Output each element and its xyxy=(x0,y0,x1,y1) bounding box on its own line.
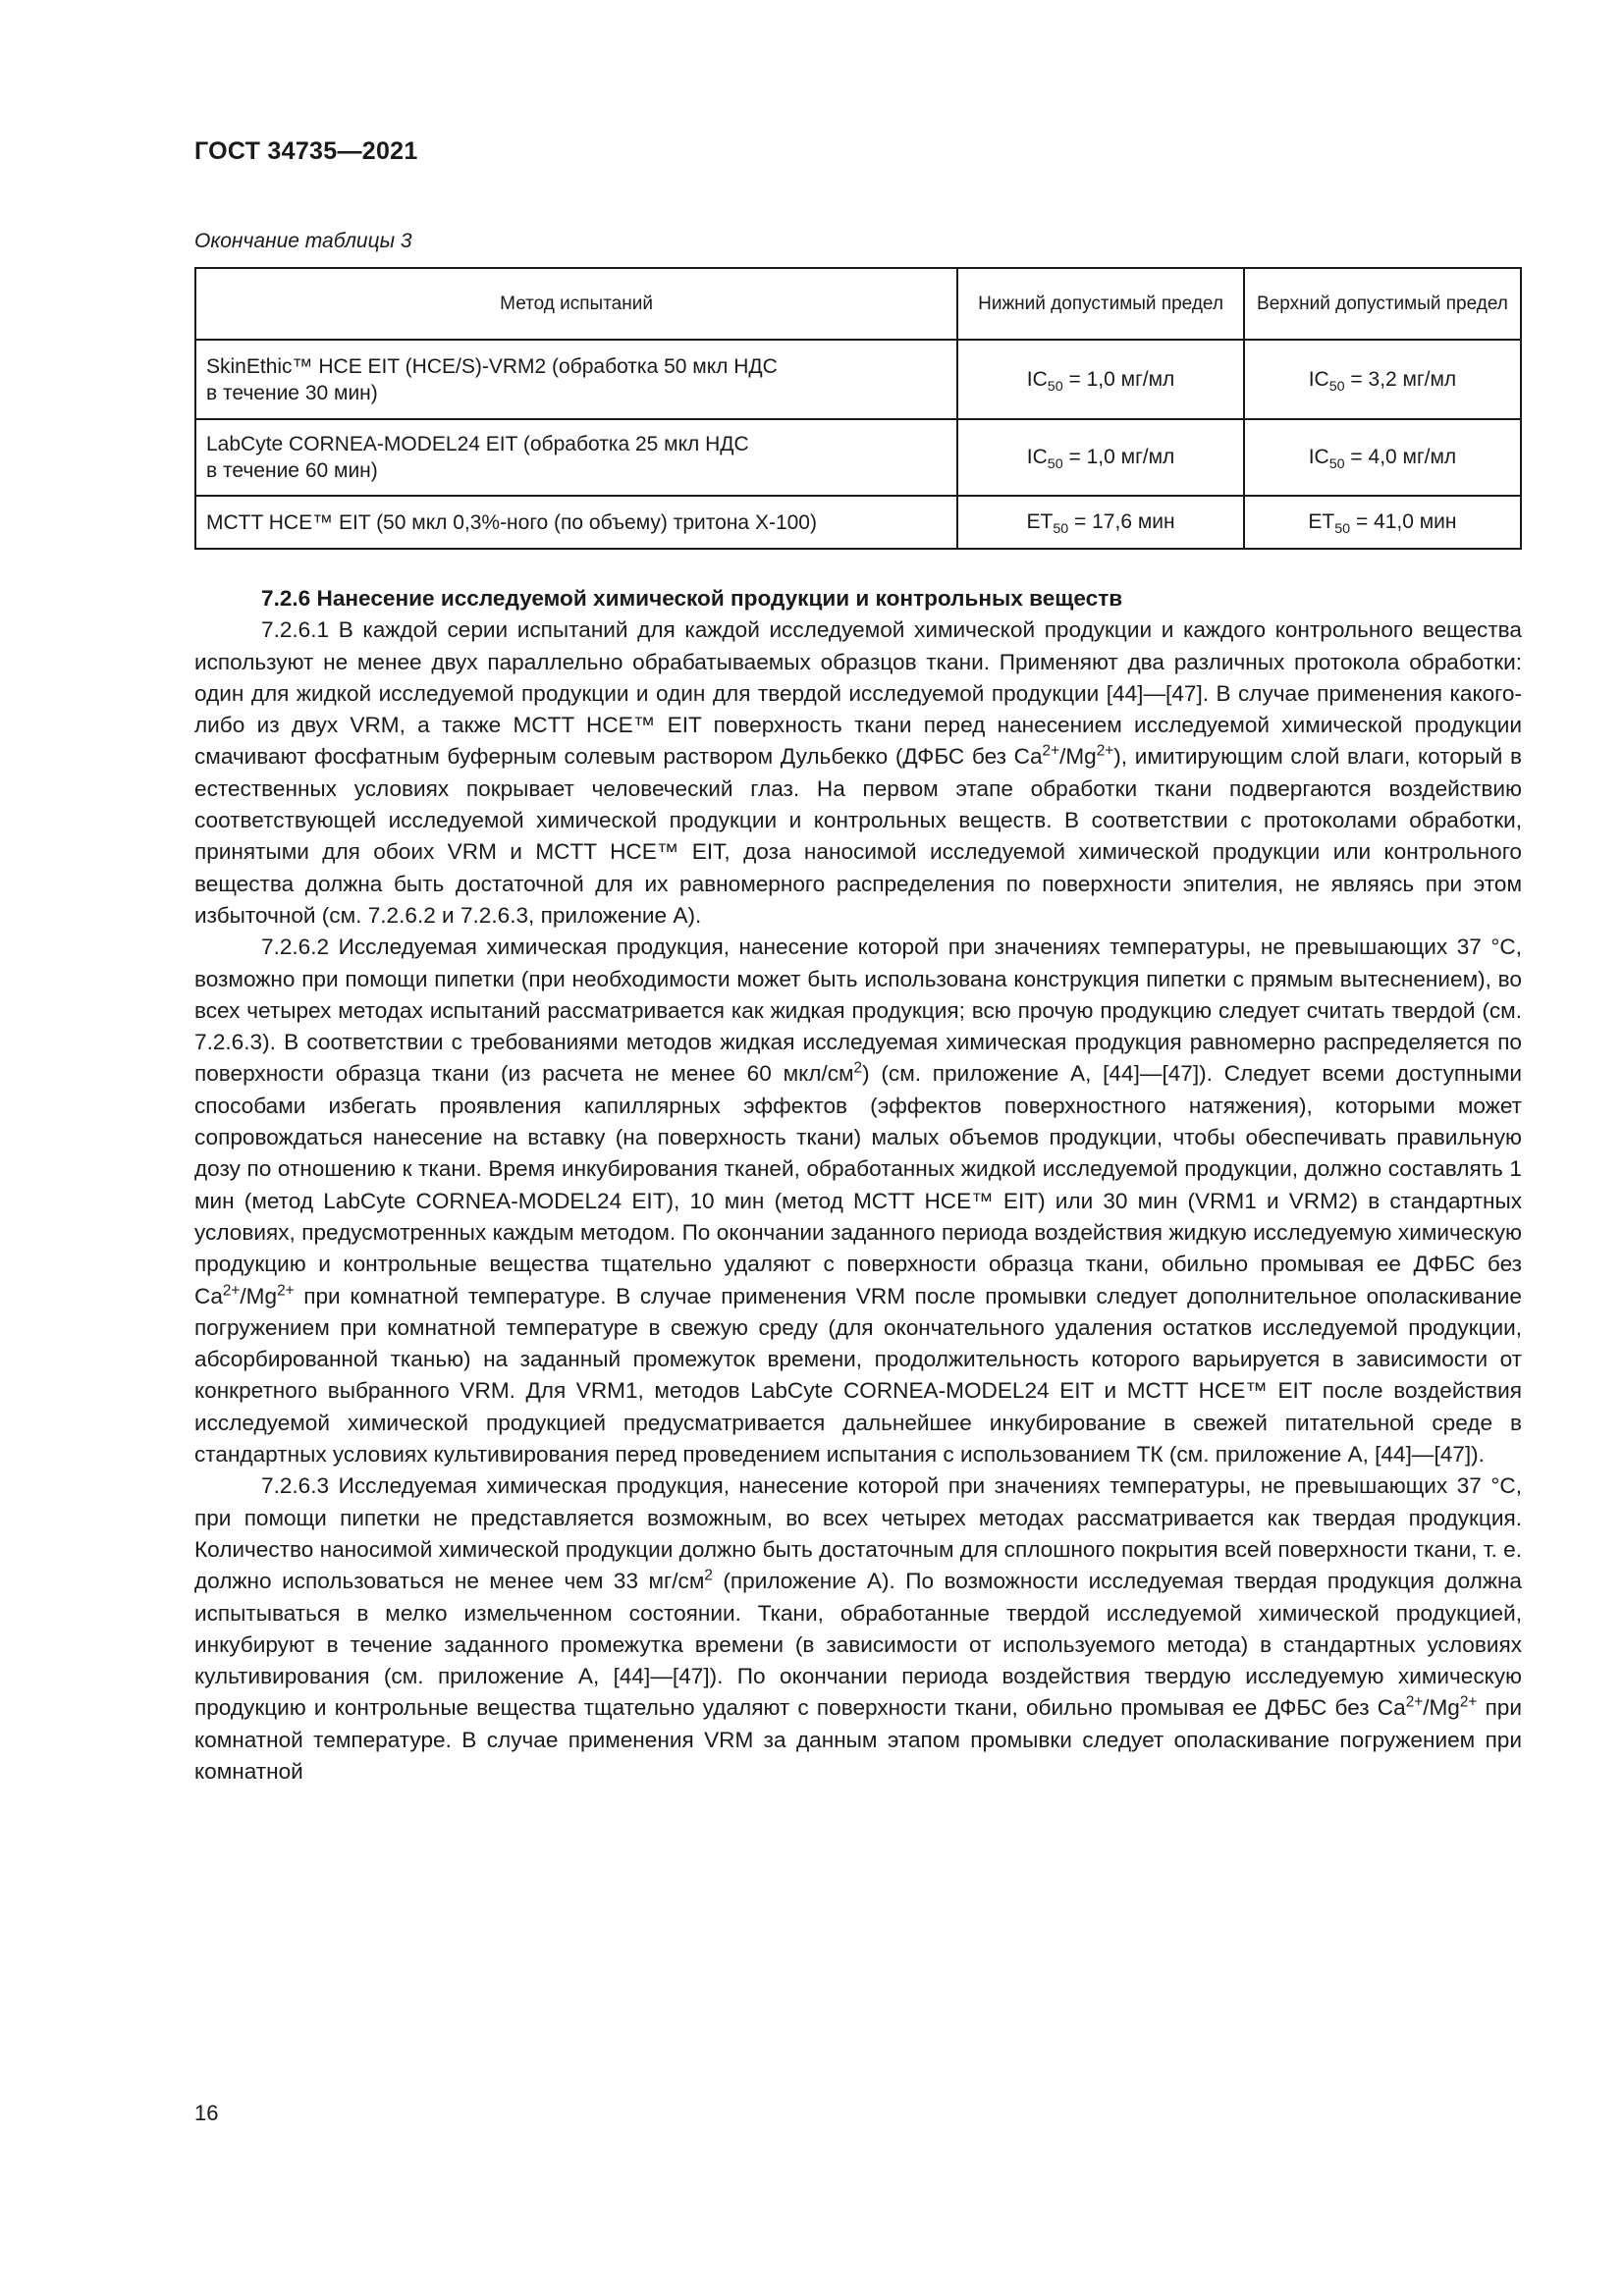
value-symbol: IC xyxy=(1026,446,1048,468)
method-cell xyxy=(195,419,957,496)
column-header-upper: Верхний допустимый предел xyxy=(1244,268,1521,340)
method-text: в течение 30 мин) xyxy=(206,381,378,404)
table-row xyxy=(195,340,1521,419)
paragraph-text: 7.2.6.3 Исследуемая химическая продукция, нанесение которой при значениях температуры, не превышающих 37 °С, при помощи пипетки не представляется возможным, во всех четырех методах рассматривается как твердая продукция. Количество наносимой химической продукции должно быть достаточным для сплошного покрытия всей поверхности ткани, т. е. должно использоваться не менее чем 33 мг/см xyxy=(194,1473,1522,1594)
method-text: SkinEthic™ HCE EIT (HCE/S)-VRM2 (обработка 50 мкл НДС xyxy=(206,354,778,378)
value-text: = 1,0 мг/мл xyxy=(1062,446,1175,468)
superscript: 2+ xyxy=(277,1282,295,1299)
value-text: = 4,0 мг/мл xyxy=(1344,446,1457,468)
value-subscript: 50 xyxy=(1328,378,1345,395)
paragraph-text: при комнатной температуре. В случае применения VRM после промывки следует дополнительное ополаскивание погружением при комнатной температуре в свежую среду (для окончательного удаления остатков исследуемой продукции, абсорбированной тканью) на заданный промежуток времени, продолжительность которого варьируется в зависимости от конкретного выбранного VRM. Для VRM1, методов LabCyte CORNEA-MODEL24 EIT и MCTT HCE™ EIT после воздействия исследуемой химической продукцией предусматривается дальнейшее инкубирование в свежей питательной среде в стандартных условиях культивирования перед проведением испытания с использованием ТК (см. приложение А, [44]—[47]). xyxy=(194,1283,1522,1468)
value-subscript: 50 xyxy=(1334,521,1351,538)
column-header-lower: Нижний допустимый предел xyxy=(957,268,1244,340)
paragraph-text: при комнатной температуре. В случае применения VRM за данным этапом промывки следует ополаскивание погружением при комнатной xyxy=(194,1695,1522,1784)
table-caption: Окончание таблицы 3 xyxy=(194,230,412,252)
value-symbol: IC xyxy=(1026,367,1048,391)
value-subscript: 50 xyxy=(1328,456,1345,473)
value-text: = 1,0 мг/мл xyxy=(1062,367,1175,391)
value-text: = 41,0 мин xyxy=(1350,510,1457,533)
value-symbol: IC xyxy=(1308,446,1329,468)
upper-limit-cell xyxy=(1244,496,1521,549)
document-page xyxy=(194,137,1522,1788)
value-subscript: 50 xyxy=(1047,378,1063,395)
superscript: 2 xyxy=(704,1567,713,1584)
method-cell xyxy=(195,496,957,549)
value-text: = 3,2 мг/мл xyxy=(1344,367,1457,391)
paragraph-7-2-6-1 xyxy=(194,614,1522,932)
table-row xyxy=(195,496,1521,549)
lower-limit-cell xyxy=(957,496,1244,549)
value-subscript: 50 xyxy=(1047,456,1063,473)
superscript: 2+ xyxy=(222,1282,241,1299)
method-text: LabCyte CORNEA-MODEL24 EIT (обработка 25 мкл НДС xyxy=(206,433,749,455)
limits-table xyxy=(194,267,1522,550)
paragraph-text: /Mg xyxy=(240,1283,278,1308)
table-header-row xyxy=(195,268,1521,340)
paragraph-text: ) (см. приложение А, [44]—[47]). Следует всеми доступными способами избегать проявления капиллярных эффектов (эффектов поверхностного натяжения), которыми может сопровождаться нанесение на вставку (на поверхность ткани) малых объемов продукции, чтобы обеспечивать правильную дозу по отношению к ткани. Время инкубирования тканей, обработанных жидкой исследуемой продукции, должно составлять 1 мин (метод LabCyte CORNEA-MODEL24 EIT), 10 мин (метод MCTT HCE™ EIT) или 30 мин (VRM1 и VRM2) в стандартных условиях, предусмотренных каждым методом. По окончании заданного периода воздействия жидкую исследуемую химическую продукцию и контрольные вещества тщательно удаляют с поверхности образца ткани, обильно промывая ее ДФБС без Ca xyxy=(194,1061,1522,1308)
paragraph-7-2-6-2 xyxy=(194,932,1522,1470)
lower-limit-cell xyxy=(957,340,1244,419)
value-subscript: 50 xyxy=(1053,521,1069,538)
standard-header: ГОСТ 34735—2021 xyxy=(194,137,418,165)
paragraph-text: /Mg xyxy=(1059,744,1097,770)
method-cell xyxy=(195,340,957,419)
superscript: 2+ xyxy=(1459,1693,1478,1711)
section-heading: 7.2.6 Нанесение исследуемой химической продукции и контрольных веществ xyxy=(261,586,1123,611)
paragraph-text: /Mg xyxy=(1423,1695,1460,1721)
superscript: 2 xyxy=(853,1059,863,1077)
table-row xyxy=(195,419,1521,496)
paragraph-text: 7.2.6.1 В каждой серии испытаний для каждой исследуемой химической продукции и каждого контрольного вещества используют не менее двух параллельно обрабатываемых образцов ткани. Применяют два различных протокола обработки: один для жидкой исследуемой продукции и один для твердой исследуемой продукции [44]—[47]. В случае применения какого-либо из двух VRM, а также MCTT HCE™ EIT поверхность ткани перед нанесением исследуемой химической продукции смачивают фосфатным буферным солевым раствором Дульбекко (ДФБС без Ca xyxy=(194,617,1522,770)
method-text: MCTT HCE™ EIT (50 мкл 0,3%-ного (по объему) тритона X-100) xyxy=(206,510,817,534)
paragraph-text: (приложение А). По возможности исследуемая твердая продукция должна испытываться в мелко измельченном состоянии. Ткани, обработанные твердой исследуемой химической продукцией, инкубируют в течение заданного промежутка времени (в зависимости от используемого метода) в стандартных условиях культивирования (см. приложение А, [44]—[47]). По окончании периода воздействия твердую исследуемую химическую продукцию и контрольные вещества тщательно удаляют с поверхности ткани, обильно промывая ее ДФБС без Ca xyxy=(194,1569,1522,1721)
superscript: 2+ xyxy=(1405,1693,1424,1711)
lower-limit-cell xyxy=(957,419,1244,496)
value-symbol: ET xyxy=(1026,510,1054,533)
value-symbol: IC xyxy=(1308,367,1329,391)
value-text: = 17,6 мин xyxy=(1068,510,1175,533)
superscript: 2+ xyxy=(1042,742,1060,760)
superscript: 2+ xyxy=(1096,742,1114,760)
method-text: в течение 60 мин) xyxy=(206,459,378,482)
value-symbol: ET xyxy=(1308,510,1335,533)
paragraph-7-2-6-3 xyxy=(194,1470,1522,1788)
column-header-method: Метод испытаний xyxy=(195,268,957,340)
section-7-2-6 xyxy=(194,583,1522,1788)
paragraph-text: ), имитирующим слой влаги, который в естественных условиях покрывает человеческий глаз. На первом этапе обработки ткани подвергаются воздействию соответствующей исследуемой химической продукции и контрольных веществ. В соответствии с протоколами обработки, принятыми для обоих VRM и MCTT HCE™ EIT, доза наносимой исследуемой химической продукции или контрольного вещества должна быть достаточной для их равномерного распределения по поверхности эпителия, не являясь при этом избыточной (см. 7.2.6.2 и 7.2.6.3, приложение А). xyxy=(194,744,1522,928)
upper-limit-cell xyxy=(1244,419,1521,496)
page-number: 16 xyxy=(194,2101,219,2125)
paragraph-text: 7.2.6.2 Исследуемая химическая продукция, нанесение которой при значениях температуры, не превышающих 37 °С, возможно при помощи пипетки (при необходимости может быть использована конструкция пипетки с прямым вытеснением), во всех четырех методах испытаний рассматривается как жидкая продукция; всю прочую продукцию следует считать твердой (см. 7.2.6.3). В соответствии с требованиями методов жидкая исследуемая химическая продукция равномерно распределяется по поверхности образца ткани (из расчета не менее 60 мкл/см xyxy=(194,934,1522,1087)
upper-limit-cell xyxy=(1244,340,1521,419)
